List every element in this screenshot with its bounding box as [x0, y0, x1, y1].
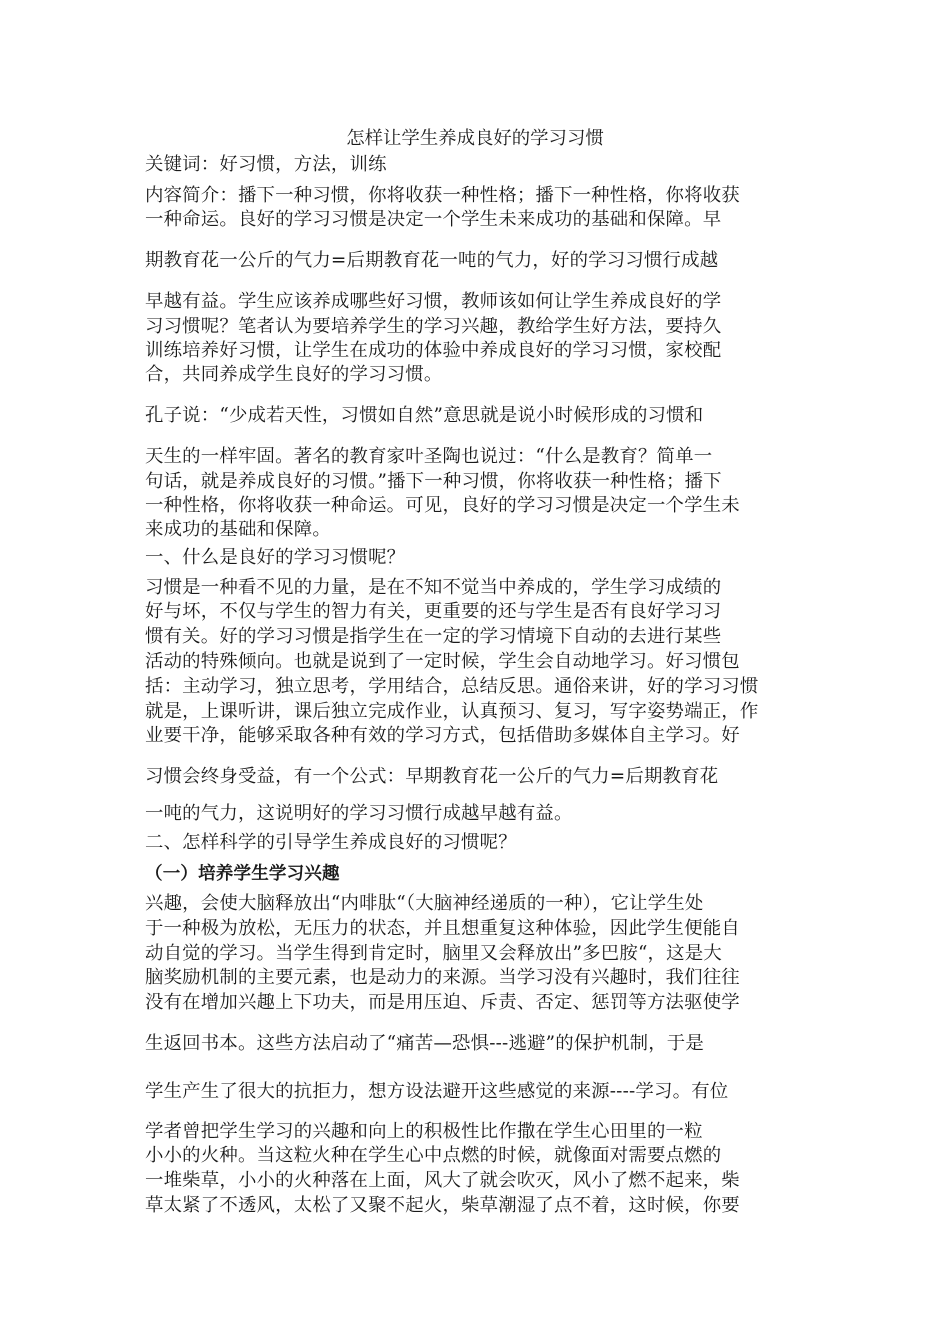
text-line: 没有在增加兴趣上下功夫，而是用压迫、斥责、否定、惩罚等方法驱使学 — [145, 992, 740, 1013]
text-line: 内容简介：播下一种习惯，你将收获一种性格；播下一种性格，你将收获 — [145, 185, 740, 206]
text-line: 兴趣，会使大脑释放出“内啡肽“（大脑神经递质的一种），它让学生处 — [145, 893, 704, 914]
text-line: 于一种极为放松，无压力的状态，并且想重复这种体验，因此学生便能自 — [145, 918, 740, 939]
text-line: 习惯会终身受益，有一个公式：早期教育花一公斤的气力=后期教育花 — [145, 766, 719, 787]
section-heading-2: 二、怎样科学的引导学生养成良好的习惯呢？ — [145, 832, 517, 853]
text-line: 惯有关。好的学习习惯是指学生在一定的学习情境下自动的去进行某些 — [145, 626, 722, 647]
subsection-heading: （一）培养学生学习兴趣 — [145, 864, 340, 884]
text-line: 生返回书本。这些方法启动了“痛苦—恐惧---逃避”的保护机制，于是 — [145, 1033, 704, 1054]
text-line: 来成功的基础和保障。 — [145, 519, 331, 540]
text-line: 习惯是一种看不见的力量，是在不知不觉当中养成的，学生学习成绩的 — [145, 577, 722, 598]
text-line: 天生的一样牢固。著名的教育家叶圣陶也说过：“什么是教育？简单一 — [145, 446, 713, 467]
text-line: 合，共同养成学生良好的学习习惯。 — [145, 364, 443, 385]
text-line: 期教育花一公斤的气力=后期教育花一吨的气力，好的学习习惯行成越 — [145, 250, 719, 271]
text-line: 草太紧了不透风，太松了又聚不起火，柴草潮湿了点不着，这时候，你要 — [145, 1195, 740, 1216]
text-line: 训练培养好习惯，让学生在成功的体验中养成良好的学习习惯，家校配 — [145, 340, 722, 361]
keywords-line: 关键词：好习惯，方法，训练 — [145, 154, 387, 175]
text-line: 学生产生了很大的抗拒力，想方设法避开这些感觉的来源----学习。有位 — [145, 1081, 729, 1102]
text-line: 一种命运。良好的学习习惯是决定一个学生未来成功的基础和保障。早 — [145, 209, 722, 230]
text-line: 一吨的气力，这说明好的学习习惯行成越早越有益。 — [145, 803, 573, 824]
text-line: 一种性格，你将收获一种命运。可见，良好的学习习惯是决定一个学生未 — [145, 495, 740, 516]
text-line: 小小的火种。当这粒火种在学生心中点燃的时候，就像面对需要点燃的 — [145, 1145, 722, 1166]
text-line: 一堆柴草，小小的火种落在上面，风大了就会吹灭，风小了燃不起来，柴 — [145, 1170, 740, 1191]
text-line: 句话，就是养成良好的习惯。”播下一种习惯，你将收获一种性格；播下 — [145, 471, 722, 492]
text-line: 活动的特殊倾向。也就是说到了一定时候，学生会自动地学习。好习惯包 — [145, 651, 740, 672]
text-line: 好与坏，不仅与学生的智力有关，更重要的还与学生是否有良好学习习 — [145, 601, 722, 622]
text-line: 孔子说：“少成若天性，习惯如自然”意思就是说小时候形成的习惯和 — [145, 405, 704, 426]
text-line: 括：主动学习，独立思考，学用结合，总结反思。通俗来讲，好的学习习惯 — [145, 676, 759, 697]
section-heading-1: 一、什么是良好的学习习惯呢？ — [145, 547, 406, 568]
text-line: 学者曾把学生学习的兴趣和向上的积极性比作撒在学生心田里的一粒 — [145, 1121, 703, 1142]
text-line: 习习惯呢？笔者认为要培养学生的学习兴趣，教给学生好方法，要持久 — [145, 316, 722, 337]
text-line: 动自觉的学习。当学生得到肯定时，脑里又会释放出”多巴胺“，这是大 — [145, 943, 722, 964]
text-line: 就是，上课听讲，课后独立完成作业，认真预习、复习，写字姿势端正，作 — [145, 701, 759, 722]
text-line: 早越有益。学生应该养成哪些好习惯，教师该如何让学生养成良好的学 — [145, 291, 722, 312]
text-line: 脑奖励机制的主要元素，也是动力的来源。当学习没有兴趣时，我们往往 — [145, 967, 740, 988]
text-line: 业要干净，能够采取各种有效的学习方式，包括借助多媒体自主学习。好 — [145, 725, 740, 746]
document-title: 怎样让学生养成良好的学习习惯 — [346, 128, 604, 149]
